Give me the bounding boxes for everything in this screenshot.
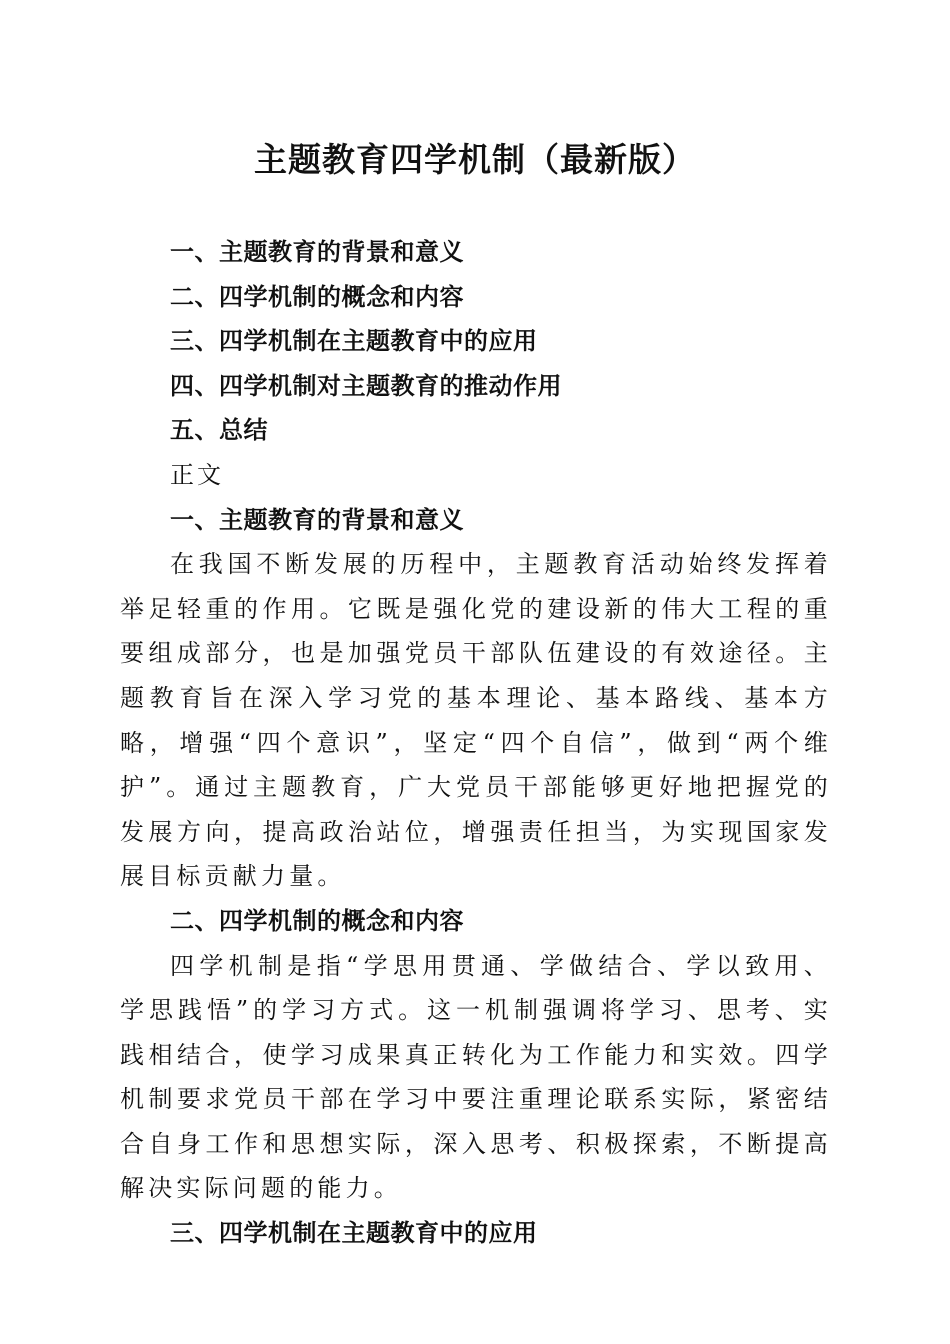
section-heading: 一、主题教育的背景和意义 (170, 505, 464, 534)
outline-item: 三、四学机制在主题教育中的应用 (170, 327, 538, 356)
body-label: 正文 (170, 460, 224, 489)
section-paragraph: 在我国不断发展的历程中，主题教育活动始终发挥着举足轻重的作用。它既是强化党的建设新的伟大工程的重要组成部分，也是加强党员干部队伍建设的有效途径。主题教育旨在深入学习党的基本理论、基本路线、基本方略，增强“四个意识”，坚定“四个自信”，做到“两个维护”。通过主题教育，广大党员干部能够更好地把握党的发展方向，提高政治站位，增强责任担当，为实现国家发展目标贡献力量。 (120, 550, 832, 891)
outline-list (120, 230, 832, 453)
section (120, 498, 832, 899)
outline-item: 一、主题教育的背景和意义 (170, 238, 464, 266)
outline-item: 二、四学机制的概念和内容 (170, 282, 464, 311)
document-title: 主题教育四学机制（最新版） (254, 140, 696, 179)
section (120, 1211, 832, 1256)
outline-item: 五、总结 (170, 416, 268, 445)
section-heading: 三、四学机制在主题教育中的应用 (170, 1219, 538, 1248)
section-paragraph: 四学机制是指“学思用贯通、学做结合、学以致用、学思践悟”的学习方式。这一机制强调将学习、思考、实践相结合，使学习成果真正转化为工作能力和实效。四学机制要求党员干部在学习中要注重理论联系实际，紧密结合自身工作和思想实际，深入思考、积极探索，不断提高解决实际问题的能力。 (120, 951, 832, 1203)
document-body (120, 230, 832, 1256)
outline-item: 四、四学机制对主题教育的推动作用 (170, 371, 562, 400)
section-heading: 二、四学机制的概念和内容 (170, 906, 464, 935)
section (120, 899, 832, 1211)
